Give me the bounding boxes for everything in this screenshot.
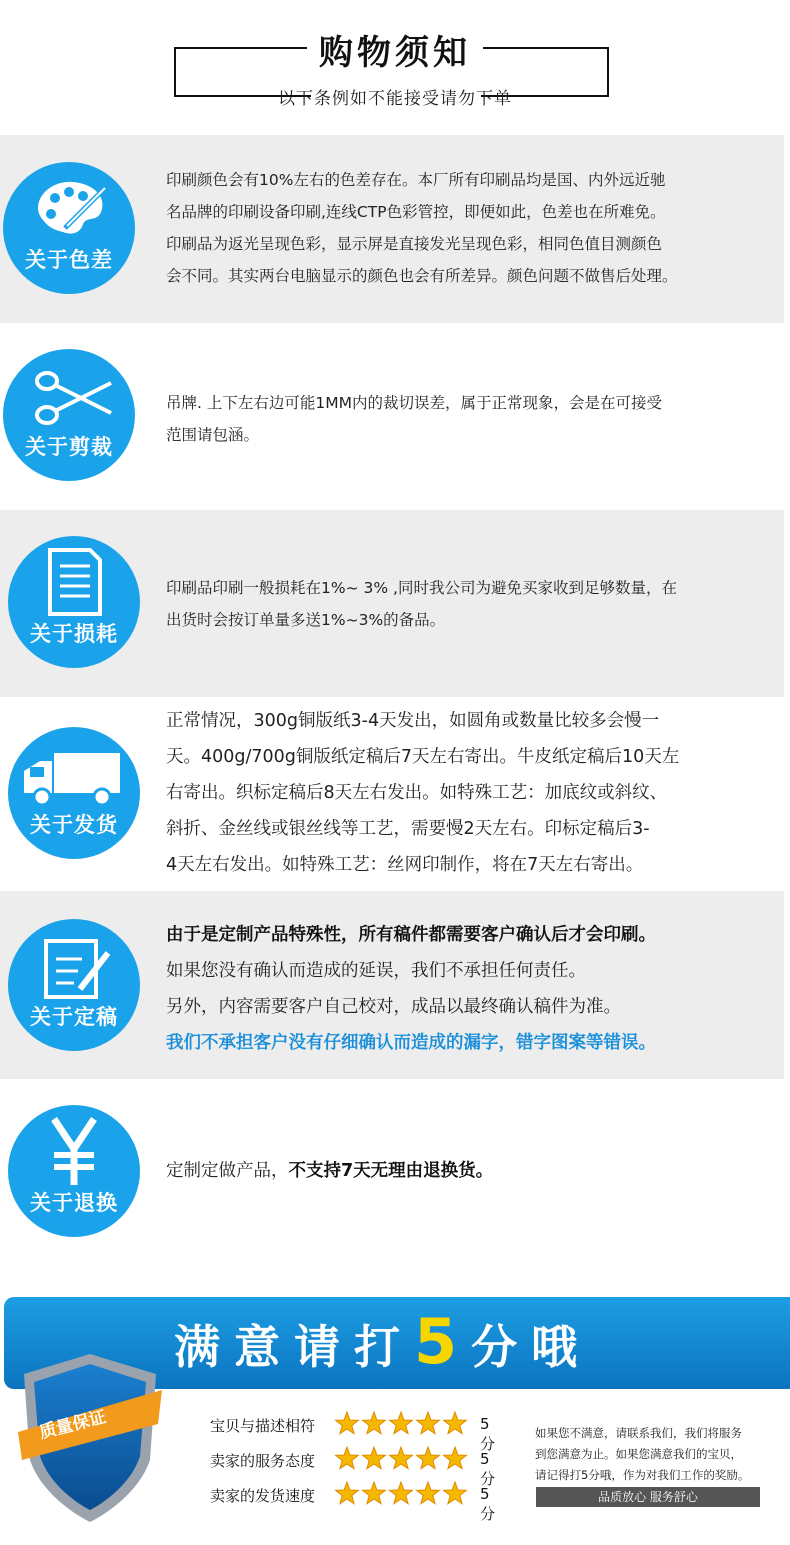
star-icon <box>363 1482 386 1504</box>
text-line: 印刷品印刷一般损耗在1%~ 3% ,同时我公司为避免买家收到足够数量，在 <box>166 579 677 597</box>
returns-text-plain: 定制定做产品， <box>166 1161 289 1181</box>
page-title: 购物须知 <box>0 25 790 74</box>
rating-label: 卖家的发货速度 <box>210 1487 316 1505</box>
banner-number: 5 <box>414 1305 472 1378</box>
text-line: 印刷品为返光呈现色彩，显示屏是直接发光呈现色彩，相同色值目测颜色 <box>166 235 663 253</box>
star-icon <box>390 1482 413 1504</box>
text-line: 出货时会按订单量多送1%~3%的备品。 <box>166 611 446 629</box>
truck-icon <box>8 727 140 859</box>
text-line: 正常情况，300g铜版纸3-4天发出，如圆角或数量比较多会慢一 <box>166 711 660 731</box>
document-icon <box>8 536 140 668</box>
loss-label: 关于损耗 <box>30 622 118 646</box>
star-icon <box>417 1482 440 1504</box>
returns-badge <box>8 1105 140 1237</box>
banner-text-after: 分哦 <box>471 1320 592 1374</box>
star-icon <box>336 1412 359 1434</box>
loss-text <box>166 572 762 636</box>
star-icon <box>444 1412 467 1434</box>
section-shipping <box>0 697 784 891</box>
rating-note <box>535 1423 775 1486</box>
text-line: 斜折、金丝线或银丝线等工艺，需要慢2天左右。印标定稿后3- <box>166 819 650 839</box>
section-finalization <box>0 891 784 1079</box>
palette-icon <box>3 162 135 294</box>
star-icon <box>336 1447 359 1469</box>
shipping-label: 关于发货 <box>30 813 118 837</box>
text-line: 右寄出。织标定稿后8天左右发出。如特殊工艺：加底纹或斜纹、 <box>166 783 668 803</box>
stars-svg <box>334 1445 474 1473</box>
rating-label: 宝贝与描述相符 <box>210 1417 316 1435</box>
text-line: 吊牌. 上下左右边可能1MM内的裁切误差，属于正常现象，会是在可接受 <box>166 394 662 412</box>
quality-shield-icon <box>10 1350 170 1530</box>
text-line: 另外，内容需要客户自己校对，成品以最终确认稿件为准。 <box>166 997 621 1017</box>
banner-text-before: 满意请打 <box>174 1320 414 1374</box>
scissors-icon <box>3 349 135 481</box>
star-icon <box>363 1447 386 1469</box>
section-color-difference <box>0 135 784 323</box>
color-difference-badge <box>3 162 135 294</box>
cutting-label: 关于剪裁 <box>25 435 113 459</box>
returns-label: 关于退换 <box>30 1191 118 1215</box>
star-icon <box>417 1447 440 1469</box>
star-icon <box>444 1447 467 1469</box>
finalization-text <box>166 917 762 1061</box>
shipping-badge <box>8 727 140 859</box>
rating-stars <box>334 1410 474 1442</box>
text-line: 范围请包涵。 <box>166 426 260 444</box>
section-loss <box>0 510 784 697</box>
text-line: 名品牌的印刷设备印刷,连线CTP色彩管控，即便如此，色差也在所难免。 <box>166 203 666 221</box>
yen-icon <box>8 1105 140 1237</box>
note-line: 如果您不满意，请联系我们，我们将服务 <box>535 1426 742 1440</box>
cutting-badge <box>3 349 135 481</box>
tagline-bar: 品质放心 服务舒心 <box>536 1487 760 1507</box>
shipping-text <box>166 703 762 883</box>
loss-badge <box>8 536 140 668</box>
stars-svg <box>334 1410 474 1438</box>
finalization-label: 关于定稿 <box>30 1005 118 1029</box>
star-icon <box>444 1482 467 1504</box>
cutting-text <box>166 387 762 451</box>
text-line: 4天左右发出。如特殊工艺：丝网印制作，将在7天左右寄出。 <box>166 855 644 875</box>
returns-text-bold: 不支持7天无理由退换货。 <box>288 1161 494 1181</box>
header <box>0 0 790 135</box>
star-icon <box>417 1412 440 1434</box>
banner-text <box>174 1305 591 1378</box>
text-line-bold: 由于是定制产品特殊性，所有稿件都需要客户确认后才会印刷。 <box>166 925 656 945</box>
text-line: 如果您没有确认而造成的延误，我们不承担任何责任。 <box>166 961 586 981</box>
note-line: 到您满意为止。如果您满意我们的宝贝， <box>535 1447 742 1461</box>
rating-label: 卖家的服务态度 <box>210 1452 316 1470</box>
text-line-highlight: 我们不承担客户没有仔细确认而造成的漏字，错字图案等错误。 <box>166 1033 656 1053</box>
text-line: 会不同。其实两台电脑显示的颜色也会有所差异。颜色问题不做售后处理。 <box>166 267 678 285</box>
rating-score: 5分 <box>480 1485 496 1523</box>
color-difference-label: 关于色差 <box>25 248 113 272</box>
finalization-badge <box>8 919 140 1051</box>
note-line: 请记得打5分哦，作为对我们工作的奖励。 <box>535 1468 750 1482</box>
stars-svg <box>334 1480 474 1508</box>
rating-score: 5分 <box>480 1415 496 1453</box>
shield-text: 质量保证 <box>37 1407 109 1444</box>
returns-text <box>166 1153 762 1189</box>
text-line: 天。400g/700g铜版纸定稿后7天左右寄出。牛皮纸定稿后10天左 <box>166 747 680 767</box>
rating-stars <box>334 1480 474 1512</box>
rating-stars <box>334 1445 474 1477</box>
star-icon <box>363 1412 386 1434</box>
star-icon <box>336 1482 359 1504</box>
section-returns <box>0 1079 784 1259</box>
page-subtitle: 以下条例如不能接受请勿下单 <box>278 89 512 109</box>
text-line: 印刷颜色会有10%左右的色差存在。本厂所有印刷品均是国、内外远近驰 <box>166 171 666 189</box>
edit-document-icon <box>8 919 140 1051</box>
color-difference-text <box>166 164 762 292</box>
star-icon <box>390 1412 413 1434</box>
rating-score: 5分 <box>480 1450 496 1488</box>
section-cutting <box>0 323 784 510</box>
star-icon <box>390 1447 413 1469</box>
